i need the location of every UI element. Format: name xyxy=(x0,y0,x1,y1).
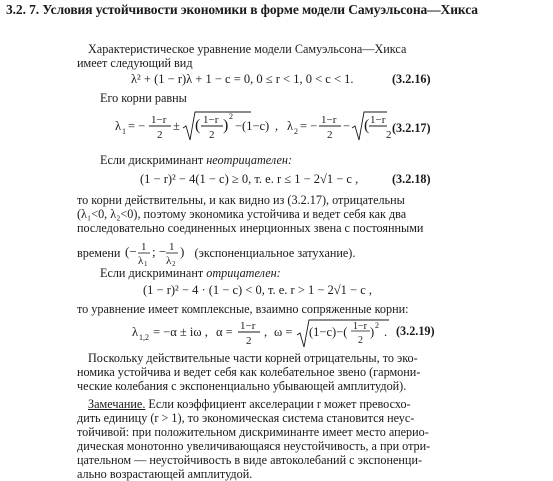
paragraph-line: ческие колебания с экспоненциально убывающей амплитудой). xyxy=(77,379,407,393)
svg-text:,: , xyxy=(264,325,268,339)
svg-text:(−: (− xyxy=(125,244,138,259)
svg-text:1−r: 1−r xyxy=(353,321,367,332)
svg-text:1: 1 xyxy=(144,260,148,268)
svg-text:±: ± xyxy=(173,119,180,133)
svg-text:2: 2 xyxy=(375,321,379,330)
emphasis-word: неотрицателен: xyxy=(206,153,293,167)
paragraph-line: Если дискриминант неотрицателен: xyxy=(100,153,293,167)
svg-text:2: 2 xyxy=(358,335,363,346)
svg-text:α =: α = xyxy=(216,325,233,339)
paragraph-line: Если дискриминант отрицателен: xyxy=(100,266,281,280)
svg-text:1,2: 1,2 xyxy=(139,333,149,342)
svg-text:= −α ± iω ,: = −α ± iω , xyxy=(153,325,208,339)
svg-text:2: 2 xyxy=(229,112,233,121)
paragraph-line: Его корни равны xyxy=(100,91,187,105)
svg-text:λ: λ xyxy=(287,119,294,133)
svg-text:,: , xyxy=(275,119,279,133)
paragraph-line: Характеристическое уравнение модели Самуэльсона—Хикса xyxy=(88,42,407,56)
section-title: 3.2. 7. Условия устойчивости экономики в форме модели Самуэльсона—Хикса xyxy=(6,2,478,17)
paragraph-line: ально возрастающей амплитудой. xyxy=(77,467,253,481)
svg-text:= −: = − xyxy=(300,119,318,133)
equation-number: (3.2.16) xyxy=(392,72,431,86)
svg-text:): ) xyxy=(180,244,185,259)
svg-text:1: 1 xyxy=(141,241,147,253)
svg-text:ω =: ω = xyxy=(274,325,293,339)
paragraph-line: (λ₁<0, λ₂<0), поэтому экономика устойчива и ведет себя как два xyxy=(77,207,407,221)
paragraph-line: номика устойчива и ведет себя как колебательное звено (гармони- xyxy=(77,365,421,379)
svg-text:= −: = − xyxy=(128,119,146,133)
svg-text:1: 1 xyxy=(169,241,175,253)
svg-text:1−r: 1−r xyxy=(370,114,386,126)
paragraph-line: цательном — неустойчивость в виде автоколебаний с экспоненци- xyxy=(77,453,423,467)
paragraph-line: то корни действительны, и как видно из (3.2.17), отрицательны xyxy=(77,193,405,207)
svg-text:(1−c)−(: (1−c)−( xyxy=(309,325,348,339)
svg-text:1−r: 1−r xyxy=(321,114,337,126)
equation-3-2-18: (1 − r)² − 4(1 − c) ≥ 0, т. е. r ≤ 1 − 2√1 − c , xyxy=(140,172,359,186)
svg-text:): ) xyxy=(370,325,375,339)
svg-text:; −: ; − xyxy=(152,244,167,259)
equation-number: (3.2.19) xyxy=(396,324,435,338)
svg-text:(: ( xyxy=(364,117,370,134)
svg-text:1−r: 1−r xyxy=(151,114,167,126)
svg-text:λ: λ xyxy=(115,119,122,133)
paragraph-line: времени (− 1 λ 1 ; − 1 λ 2 ) (экспоненциальное затухание). xyxy=(77,241,356,268)
svg-text:−: − xyxy=(343,119,351,133)
svg-text:1−r: 1−r xyxy=(203,114,219,126)
paragraph-line: последовательно соединенных инерционных звена с постоянными xyxy=(77,221,424,235)
equation-3-2-16: λ² + (1 − r)λ + 1 − c = 0, 0 ≤ r < 1, 0 < c < 1. xyxy=(131,72,354,86)
svg-text:2: 2 xyxy=(209,129,215,141)
svg-text:1−r: 1−r xyxy=(240,320,256,332)
equation-number: (3.2.17) xyxy=(392,121,431,135)
paragraph-line: дическая монотонно увеличивающаяся неустойчивость, а при отри- xyxy=(77,439,431,453)
note-label: Замечание. xyxy=(88,397,146,411)
paragraph-line: имеет следующий вид xyxy=(77,56,193,70)
svg-text:−(1−c): −(1−c) xyxy=(235,119,270,133)
paragraph-line: Поскольку действительные части корней отрицательны, то эко- xyxy=(88,351,418,365)
roots-formula xyxy=(115,110,390,150)
svg-text:2: 2 xyxy=(172,260,176,268)
emphasis-word: отрицателен: xyxy=(206,266,281,280)
paragraph-line: Замечание. Если коэффициент акселерации r может превосхо- xyxy=(88,397,411,411)
svg-text:2: 2 xyxy=(157,129,163,141)
svg-text:2: 2 xyxy=(294,127,298,136)
svg-text:λ: λ xyxy=(132,325,139,339)
paragraph-line: дить единицу (r > 1), то экономическая система становится неус- xyxy=(77,411,415,425)
svg-text:λ: λ xyxy=(138,255,144,267)
svg-text:.: . xyxy=(384,325,388,339)
svg-text:λ: λ xyxy=(166,255,172,267)
paragraph-line: тойчивой: при положительном дискриминанте имеет место аперио- xyxy=(77,425,429,439)
svg-text:1: 1 xyxy=(122,127,126,136)
equation-number: (3.2.18) xyxy=(392,172,431,186)
paragraph-line: то уравнение имеет комплексные, взаимно сопряженные корни: xyxy=(77,302,409,316)
time-constants xyxy=(125,240,189,268)
equation-3-2-17 xyxy=(115,110,390,154)
svg-text:(: ( xyxy=(195,117,201,134)
equation-complex-condition: (1 − r)² − 4 · (1 − c) < 0, т. е. r > 1 − 2√1 − c , xyxy=(143,283,373,297)
svg-text:2: 2 xyxy=(246,335,252,347)
svg-text:2: 2 xyxy=(386,129,392,141)
svg-text:2: 2 xyxy=(327,129,333,141)
svg-text:): ) xyxy=(223,117,229,134)
